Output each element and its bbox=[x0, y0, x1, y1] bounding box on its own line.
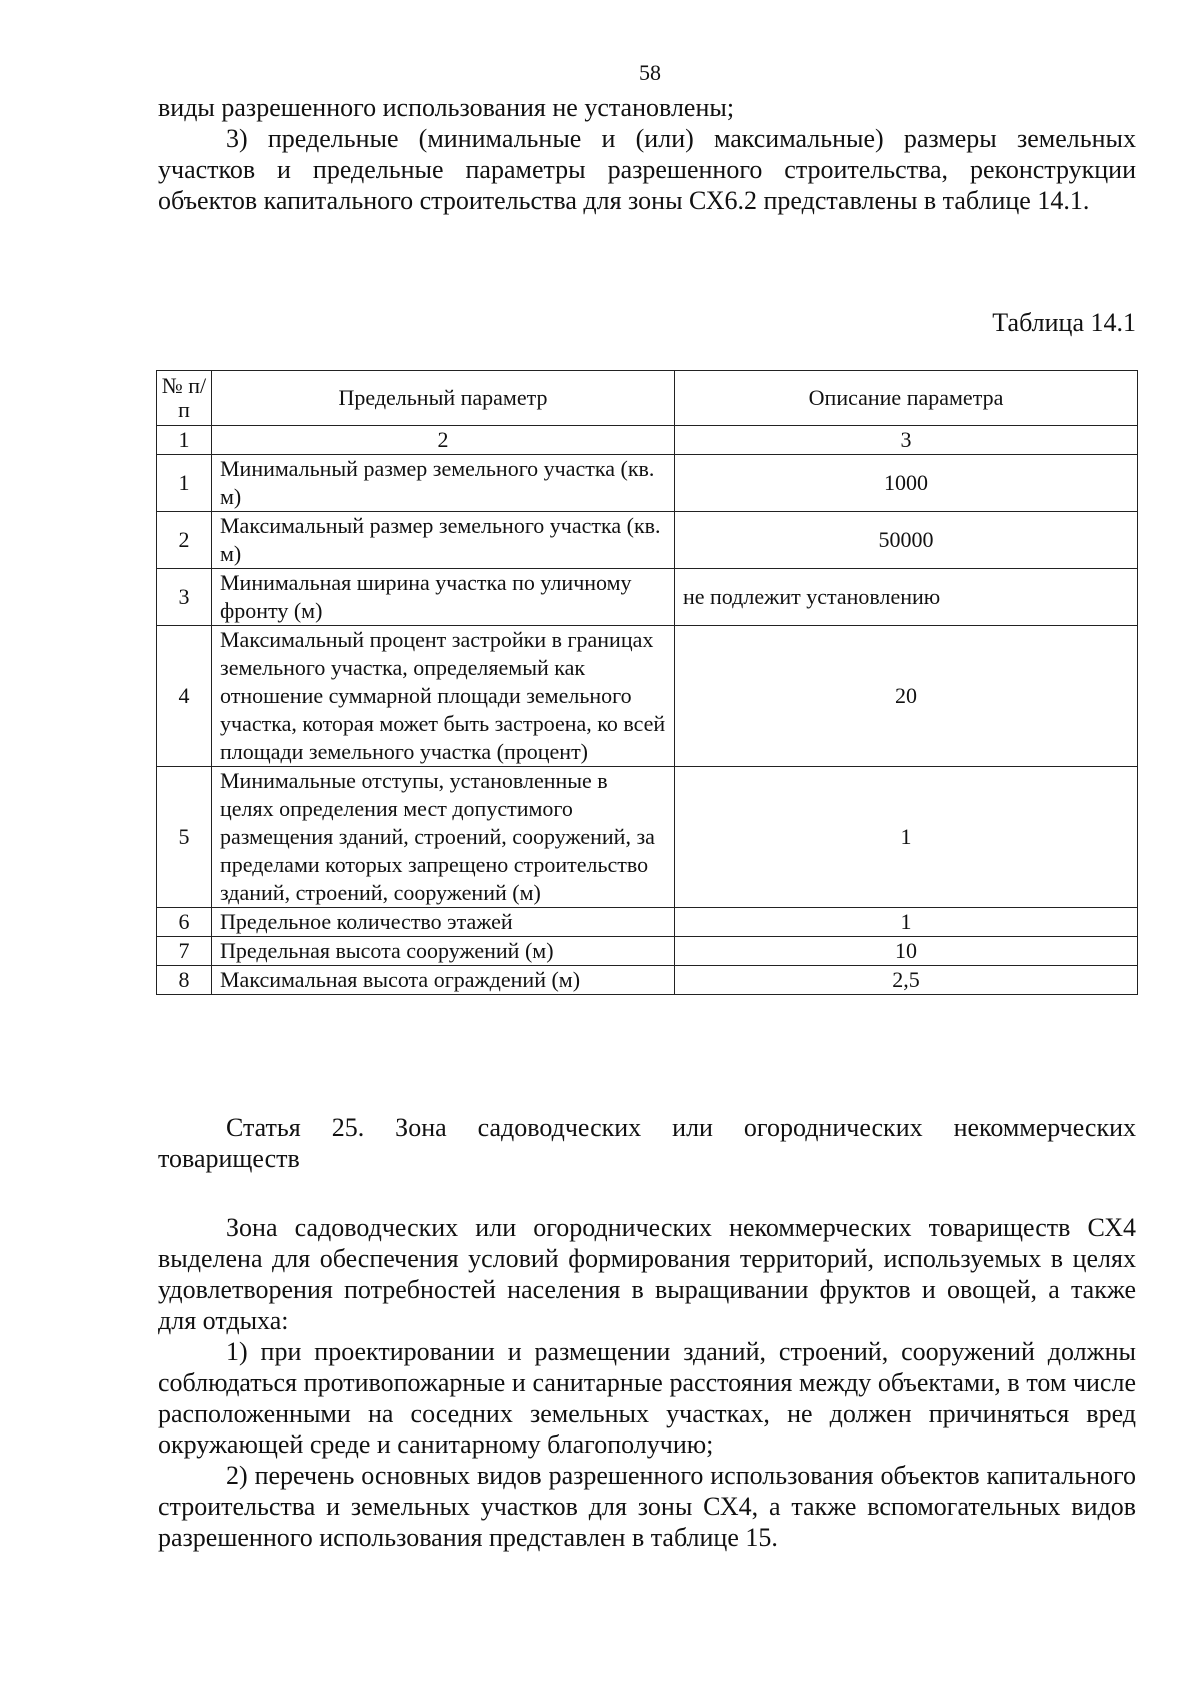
table-row bbox=[157, 455, 1138, 512]
row-desc: 10 bbox=[675, 937, 1138, 966]
table-row bbox=[157, 569, 1138, 626]
row-desc: 1000 bbox=[675, 455, 1138, 512]
row-num: 1 bbox=[157, 455, 212, 512]
header-param: Предельный параметр bbox=[212, 371, 675, 426]
table-row bbox=[157, 512, 1138, 569]
row-num: 2 bbox=[157, 512, 212, 569]
article-body bbox=[158, 1212, 1136, 1553]
row-param: Минимальный размер земельного участка (кв. м) bbox=[212, 455, 675, 512]
table-header-row bbox=[157, 371, 1138, 426]
row-param: Предельная высота сооружений (м) bbox=[212, 937, 675, 966]
row-desc: не подлежит установлению bbox=[675, 569, 1138, 626]
row-desc: 1 bbox=[675, 908, 1138, 937]
column-number: 1 bbox=[157, 426, 212, 455]
article-title-block bbox=[158, 1112, 1136, 1174]
row-desc: 50000 bbox=[675, 512, 1138, 569]
table-row bbox=[157, 767, 1138, 908]
table-row bbox=[157, 626, 1138, 767]
column-number: 2 bbox=[212, 426, 675, 455]
row-desc: 2,5 bbox=[675, 966, 1138, 995]
intro-item-3: 3) предельные (минимальные и (или) максимальные) размеры земельных участков и предельные параметры разрешенного строительства, реконструкции объектов капитального строительства для зоны СХ6.2 представлены в таблице 14.1. bbox=[158, 124, 1136, 215]
row-num: 8 bbox=[157, 966, 212, 995]
row-num: 6 bbox=[157, 908, 212, 937]
table-row bbox=[157, 908, 1138, 937]
parameters-table bbox=[156, 370, 1138, 995]
row-param: Предельное количество этажей bbox=[212, 908, 675, 937]
row-desc: 20 bbox=[675, 626, 1138, 767]
row-param: Максимальная высота ограждений (м) bbox=[212, 966, 675, 995]
row-param: Максимальный размер земельного участка (кв. м) bbox=[212, 512, 675, 569]
column-numbers-row bbox=[157, 426, 1138, 455]
article-intro: Зона садоводческих или огороднических некоммерческих товариществ СХ4 выделена для обеспечения условий формирования территорий, используемых в целях удовлетворения потребностей населения в выращивании фруктов и овощей, а также для отдыха: bbox=[158, 1213, 1136, 1335]
column-number: 3 bbox=[675, 426, 1138, 455]
article-item-2: 2) перечень основных видов разрешенного использования объектов капитального строительства и земельных участков для зоны СХ4, а также вспомогательных видов разрешенного использования представлен в таблице 15. bbox=[158, 1461, 1136, 1552]
row-num: 5 bbox=[157, 767, 212, 908]
page-number: 58 bbox=[639, 60, 661, 85]
row-num: 3 bbox=[157, 569, 212, 626]
intro-line: виды разрешенного использования не установлены; bbox=[158, 93, 735, 122]
row-desc: 1 bbox=[675, 767, 1138, 908]
intro-section bbox=[158, 92, 1136, 216]
header-num: № п/п bbox=[157, 371, 212, 426]
row-num: 7 bbox=[157, 937, 212, 966]
table-row bbox=[157, 966, 1138, 995]
row-param: Максимальный процент застройки в границах земельного участка, определяемый как отношение суммарной площади земельного участка, которая может быть застроена, ко всей площади земельного участка (процент) bbox=[212, 626, 675, 767]
article-item-1: 1) при проектировании и размещении зданий, строений, сооружений должны соблюдаться противопожарные и санитарные расстояния между объектами, в том числе расположенными на соседних земельных участках, не должен причиняться вред окружающей среде и санитарному благополучию; bbox=[158, 1337, 1136, 1459]
article-title: Статья 25. Зона садоводческих или огороднических некоммерческих товариществ bbox=[158, 1113, 1136, 1173]
row-num: 4 bbox=[157, 626, 212, 767]
row-param: Минимальные отступы, установленные в целях определения мест допустимого размещения зданий, строений, сооружений, за пределами которых запрещено строительство зданий, строений, сооружений (м) bbox=[212, 767, 675, 908]
header-desc: Описание параметра bbox=[675, 371, 1138, 426]
table-caption: Таблица 14.1 bbox=[992, 308, 1136, 337]
table-row bbox=[157, 937, 1138, 966]
row-param: Минимальная ширина участка по уличному фронту (м) bbox=[212, 569, 675, 626]
